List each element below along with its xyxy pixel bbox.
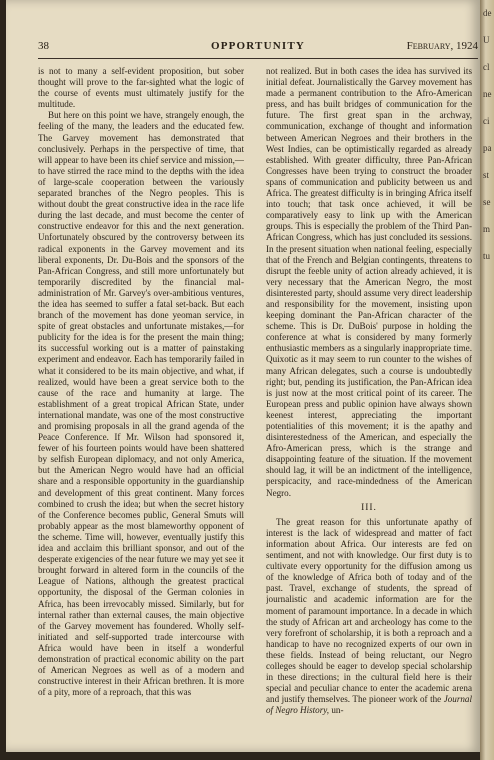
paragraph: But here on this point we have, strangely enough, the feeling of the many, the leaders and the educated few. The Garvey movement has demonstrated that conclusively. Perhaps in the perspective of time, that will appear to have been its chief service and mission,—to have stirred the race mind to the depths with the idea of large-scale cooperation between the variously separated branches of the Negro peoples. This is without doubt the great constructive idea in the race life during the last decade, and must become the center of constructive endeavor for this and the next generation. Unfortunately obscured by the controversy between its radical exponents in the Garvey movement and its liberal exponents, Dr. Du-Bois and the sponsors of the Pan-African Congress, and still more unfortunately but temporarily discredited by the financial mal-administration of Mr. Garvey's over-ambitious ventures, the idea has seemed to suffer a fatal set-back. But each branch of the movement has done yeoman service, in spite of great obstacles and unfortunate mistakes,—for publicity for the idea is for the present the main thing; its successful working out is a matter of painstaking experiment and endeavor. Each has temporarily failed in what it considered to be its main objective, and what, if realized, would have been a great service both to the cause of the race and humanity at large. The establishment of a great tropical African State, under international mandate, was one of the most constructive and promising proposals in all the grand agenda of the Peace Conference. If Mr. Wilson had sponsored it, fewer of his fourteen points would have been shattered by selfish European diplomacy, and not only America, but the American Negro would have had an official share and a responsible opportunity in the guardianship and development of this great continent. Many forces combined to crush the idea; but when the secret history of the Conference becomes public, General Smuts will probably appear as the most blameworthy opponent of the scheme. Time will, however, eventually justify this idea and acclaim this brilliant sponsor, and out of the desperate exigencies of the near future we may yet see it brought forward in altered form in the councils of the League of Nations, although the greatest practical opportunity, the disposal of the German colonies in Africa, has been irrevocably missed. Similarly, but for internal rather than external causes, the main objective of the Garvey movement has foundered. Wholly self-initiated and self-supported trade intercourse with Africa would have been in itself a wonderful demonstration of practical economic ability on the part of American Negroes as well as of a modern and constructive interest in their African brethren. It is more of a pity, more of a reproach, that this was <box>38 110 244 698</box>
edge-fragment: st <box>483 170 490 180</box>
journal-citation: Journal of Negro History, <box>266 694 472 716</box>
paragraph <box>266 517 472 717</box>
edge-fragment: de <box>483 8 492 18</box>
page-number: 38 <box>38 40 49 52</box>
issue-date: February, 1924 <box>406 40 478 52</box>
edge-fragment: pa <box>483 143 492 153</box>
edge-fragment: U <box>483 35 490 45</box>
paragraph: is not to many a self-evident proposition, but sober thought will prove to the far-sighted what the logic of the course of events must ultimately justify for the multitude. <box>38 66 244 110</box>
paragraph-text-end: un- <box>329 705 344 716</box>
edge-fragment: ne <box>483 89 492 99</box>
left-column <box>38 66 244 746</box>
section-heading: III. <box>361 502 377 513</box>
edge-fragment: cl <box>483 62 490 72</box>
paragraph: not realized. But in both cases the idea has survived its initial defeat. Journalistically the Garvey movement has made a permanent contribution to the Afro-American press, and has built bridges of communication for the future. The first great span in the archway, communication, exchange of thought and information between American Negroes and their brothers in the West Indies, can be optimistically regarded as already established. With greater difficulty, three Pan-African Congresses have been trying to construct the broader spans of communication and publicity between us and Africa. The greatest difficulty is in bringing Africa itself into touch; that task once achieved, it will be comparatively easy to link up with the American groups. This is especially the problem of the Third Pan-African Congress, which has just concluded its sessions. In the present situation when national feeling, especially that of the French and Belgian contingents, threatens to disrupt the feeble unity of action already achieved, it is very necessary that the American Negro, the most disinterested party, should assume very direct leadership and responsibility for the movement, insisting upon keeping dominant the Pan-African character of the scheme. This is Dr. DuBois' purpose in holding the conference at what is considered by many formerly enthusiastic members as a singularly inappropriate time. Quixotic as it may seem to run counter to the wishes of many African delegates, such a course is undoubtedly right; but, pending its justification, the Pan-African idea is just now at the most critical point of its career. The European press and public opinion have always shown keenest interest, appreciating the important potentialities of this movement; it is the apathy and disinterestedness of the American, and especially the Afro-American press, which is the strange and disappointing feature of the situation. If the movement should lag, it will be an indictment of the intelligence, perspicacity, and race-mindedness of the American Negro. <box>266 66 472 498</box>
next-page-edge <box>480 0 494 760</box>
header-rule <box>38 58 478 59</box>
paragraph-text: The great reason for this unfortunate apathy of interest is the lack of widespread and matter of fact information about Africa. Our interests are fed on sentiment, and not with knowledge. Our first duty is to cultivate every opportunity for the diffusion among us of the knowledge of Africa both of today and of the past. Travel, exchange of students, the spread of journalistic and academic information are for the moment of paramount importance. In a decade in which the study of African art and archeology has come to the very forefront of scholarship, it is both a reproach and a handicap to have no recognized experts of our own in these fields. Instead of being reluctant, our Negro colleges should be eager to develop special scholarship in these directions; in the cultural field here is their special and peculiar chance to enter the academic arena and justify themselves. The pioneer work of the <box>266 516 472 705</box>
journal-title: OPPORTUNITY <box>210 40 306 52</box>
edge-fragment: m <box>483 224 491 234</box>
page-header <box>38 40 478 56</box>
right-column <box>266 66 472 746</box>
edge-fragment: tu <box>483 251 491 261</box>
edge-fragment: ci <box>483 116 490 126</box>
edge-fragment: se <box>483 197 491 207</box>
magazine-page <box>6 0 480 752</box>
